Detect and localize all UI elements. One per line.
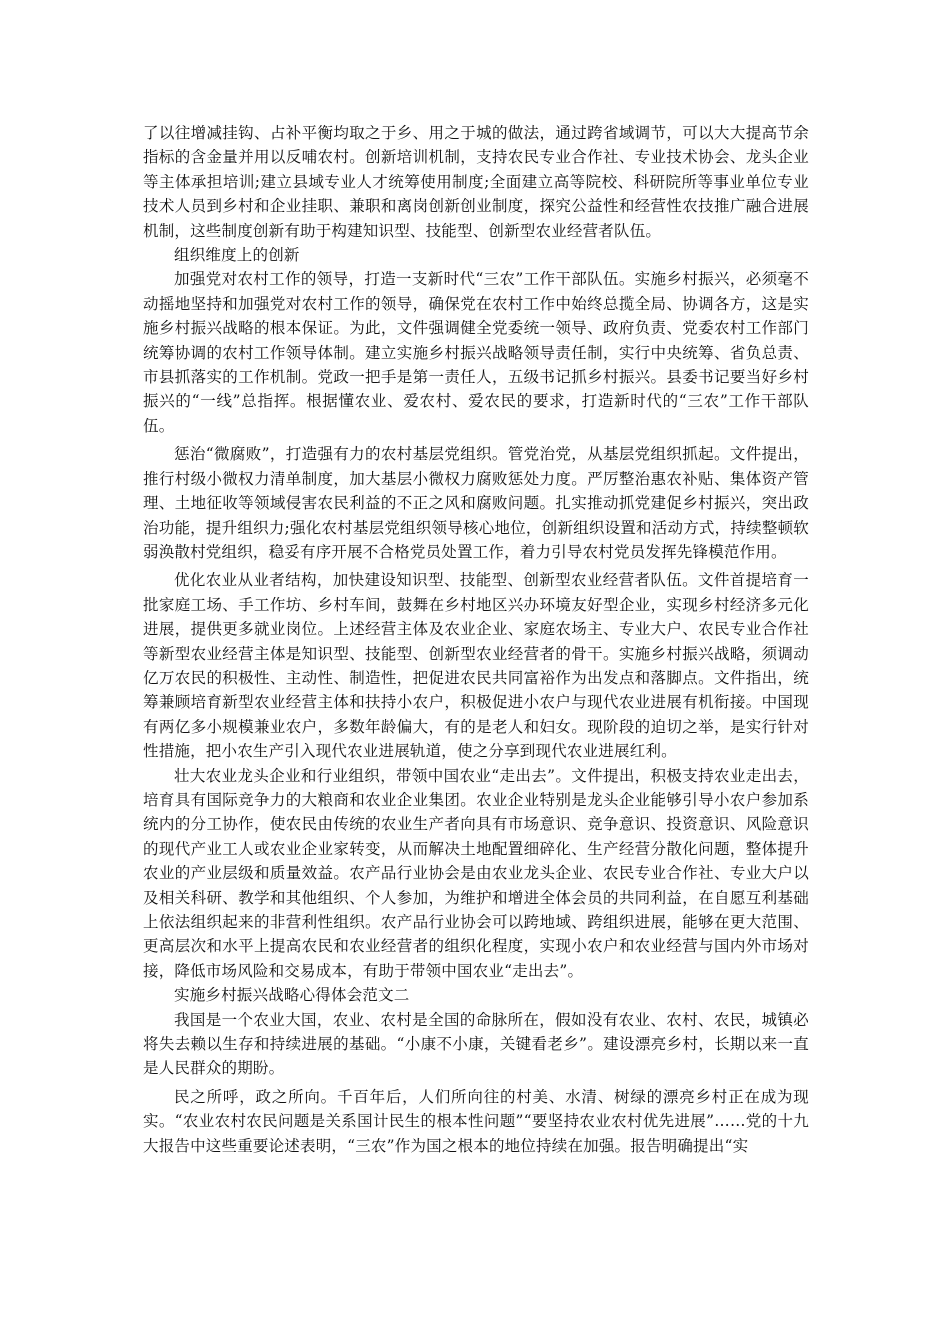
- section-heading-essay-two: 实施乡村振兴战略心得体会范文二: [174, 986, 410, 1005]
- section-heading-organization: 组织维度上的创新: [174, 246, 300, 265]
- paragraph-anti-corruption: 惩治“微腐败”，打造强有力的农村基层党组织。管党治党，从基层党组织抓起。文件提出，推行村级小微权力清单制度，加大基层小微权力腐败惩处力度。严厉整治惠农补贴、集体资产管理、土地征收等领域侵害农民利益的不正之风和腐败问题。扎实推动抓党建促乡村振兴，突出政治功能，提升组织力;强化农村基层党组织领导核心地位，创新组织设置和活动方式，持续整顿软弱涣散村党组织，稳妥有序开展不合格党员处置工作，着力引导农村党员发挥先锋模范作用。: [143, 445, 809, 561]
- paragraph-continuation: 了以往增减挂钩、占补平衡均取之于乡、用之于城的做法，通过跨省域调节，可以大大提高节余指标的含金量并用以反哺农村。创新培训机制，支持农民专业合作社、专业技术协会、龙头企业等主体承担培训;建立县域专业人才统筹使用制度;全面建立高等院校、科研院所等事业单位专业技术人员到乡村和企业挂职、兼职和离岗创新创业制度，探究公益性和经营性农技推广融合进展机制，这些制度创新有助于构建知识型、技能型、创新型农业经营者队伍。: [143, 124, 809, 240]
- document-body: [143, 121, 809, 1158]
- paragraph-people-aspiration: 民之所呼，政之所向。千百年后，人们所向往的村美、水清、树绿的漂亮乡村正在成为现实。“农业农村农民问题是关系国计民生的根本性问题”“要坚持农业农村优先进展”……党的十九大报告中这些重要论述表明，“三农”作为国之根本的地位持续在加强。报告明确提出“实: [143, 1087, 809, 1155]
- paragraph-leading-enterprises: 壮大农业龙头企业和行业组织，带领中国农业“走出去”。文件提出，积极支持农业走出去，培育具有国际竞争力的大粮商和农业企业集团。农业企业特别是龙头企业能够引导小农户参加系统内的分工协作，使农民由传统的农业生产者向具有市场意识、竞争意识、投资意识、风险意识的现代产业工人或农业企业家转变，从而解决土地配置细碎化、生产经营分散化问题，整体提升农业的产业层级和质量效益。农产品行业协会是由农业龙头企业、农民专业合作社、专业大户以及相关科研、教学和其他组织、个人参加，为维护和增进全体会员的共同利益，在自愿互利基础上依法组织起来的非营利性组织。农产品行业协会可以跨地域、跨组织进展，能够在更大范围、更高层次和水平上提高农民和农业经营者的组织化程度，实现小农户和农业经营与国内外市场对接，降低市场风险和交易成本，有助于带领中国农业“走出去”。: [143, 766, 809, 980]
- paragraph-agricultural-country: 我国是一个农业大国，农业、农村是全国的命脉所在，假如没有农业、农村、农民，城镇必将失去赖以生存和持续进展的基础。“小康不小康，关键看老乡”。建设漂亮乡村，长期以来一直是人民群众的期盼。: [143, 1010, 809, 1078]
- paragraph-workforce-structure: 优化农业从业者结构，加快建设知识型、技能型、创新型农业经营者队伍。文件首提培育一批家庭工场、手工作坊、乡村车间，鼓舞在乡村地区兴办环境友好型企业，实现乡村经济多元化进展，提供更多就业岗位。上述经营主体及农业企业、家庭农场主、专业大户、农民专业合作社等新型农业经营主体是知识型、技能型、创新型农业经营者的骨干。实施乡村振兴战略，须调动亿万农民的积极性、主动性、制造性，把促进农民共同富裕作为出发点和落脚点。文件指出，统筹兼顾培育新型农业经营主体和扶持小农户，积极促进小农户与现代农业进展有机衔接。中国现有两亿多小规模兼业农户，多数年龄偏大，有的是老人和妇女。现阶段的迫切之举，是实行针对性措施，把小农生产引入现代农业进展轨道，使之分享到现代农业进展红利。: [143, 571, 809, 761]
- paragraph-party-leadership: 加强党对农村工作的领导，打造一支新时代“三农”工作干部队伍。实施乡村振兴，必须毫不动摇地坚持和加强党对农村工作的领导，确保党在农村工作中始终总揽全局、协调各方，这是实施乡村振兴战略的根本保证。为此，文件强调健全党委统一领导、政府负责、党委农村工作部门统筹协调的农村工作领导体制。建立实施乡村振兴战略领导责任制，实行中央统筹、省负总责、市县抓落实的工作机制。党政一把手是第一责任人，五级书记抓乡村振兴。县委书记要当好乡村振兴的“一线”总指挥。根据懂农业、爱农村、爱农民的要求，打造新时代的“三农”工作干部队伍。: [143, 270, 809, 435]
